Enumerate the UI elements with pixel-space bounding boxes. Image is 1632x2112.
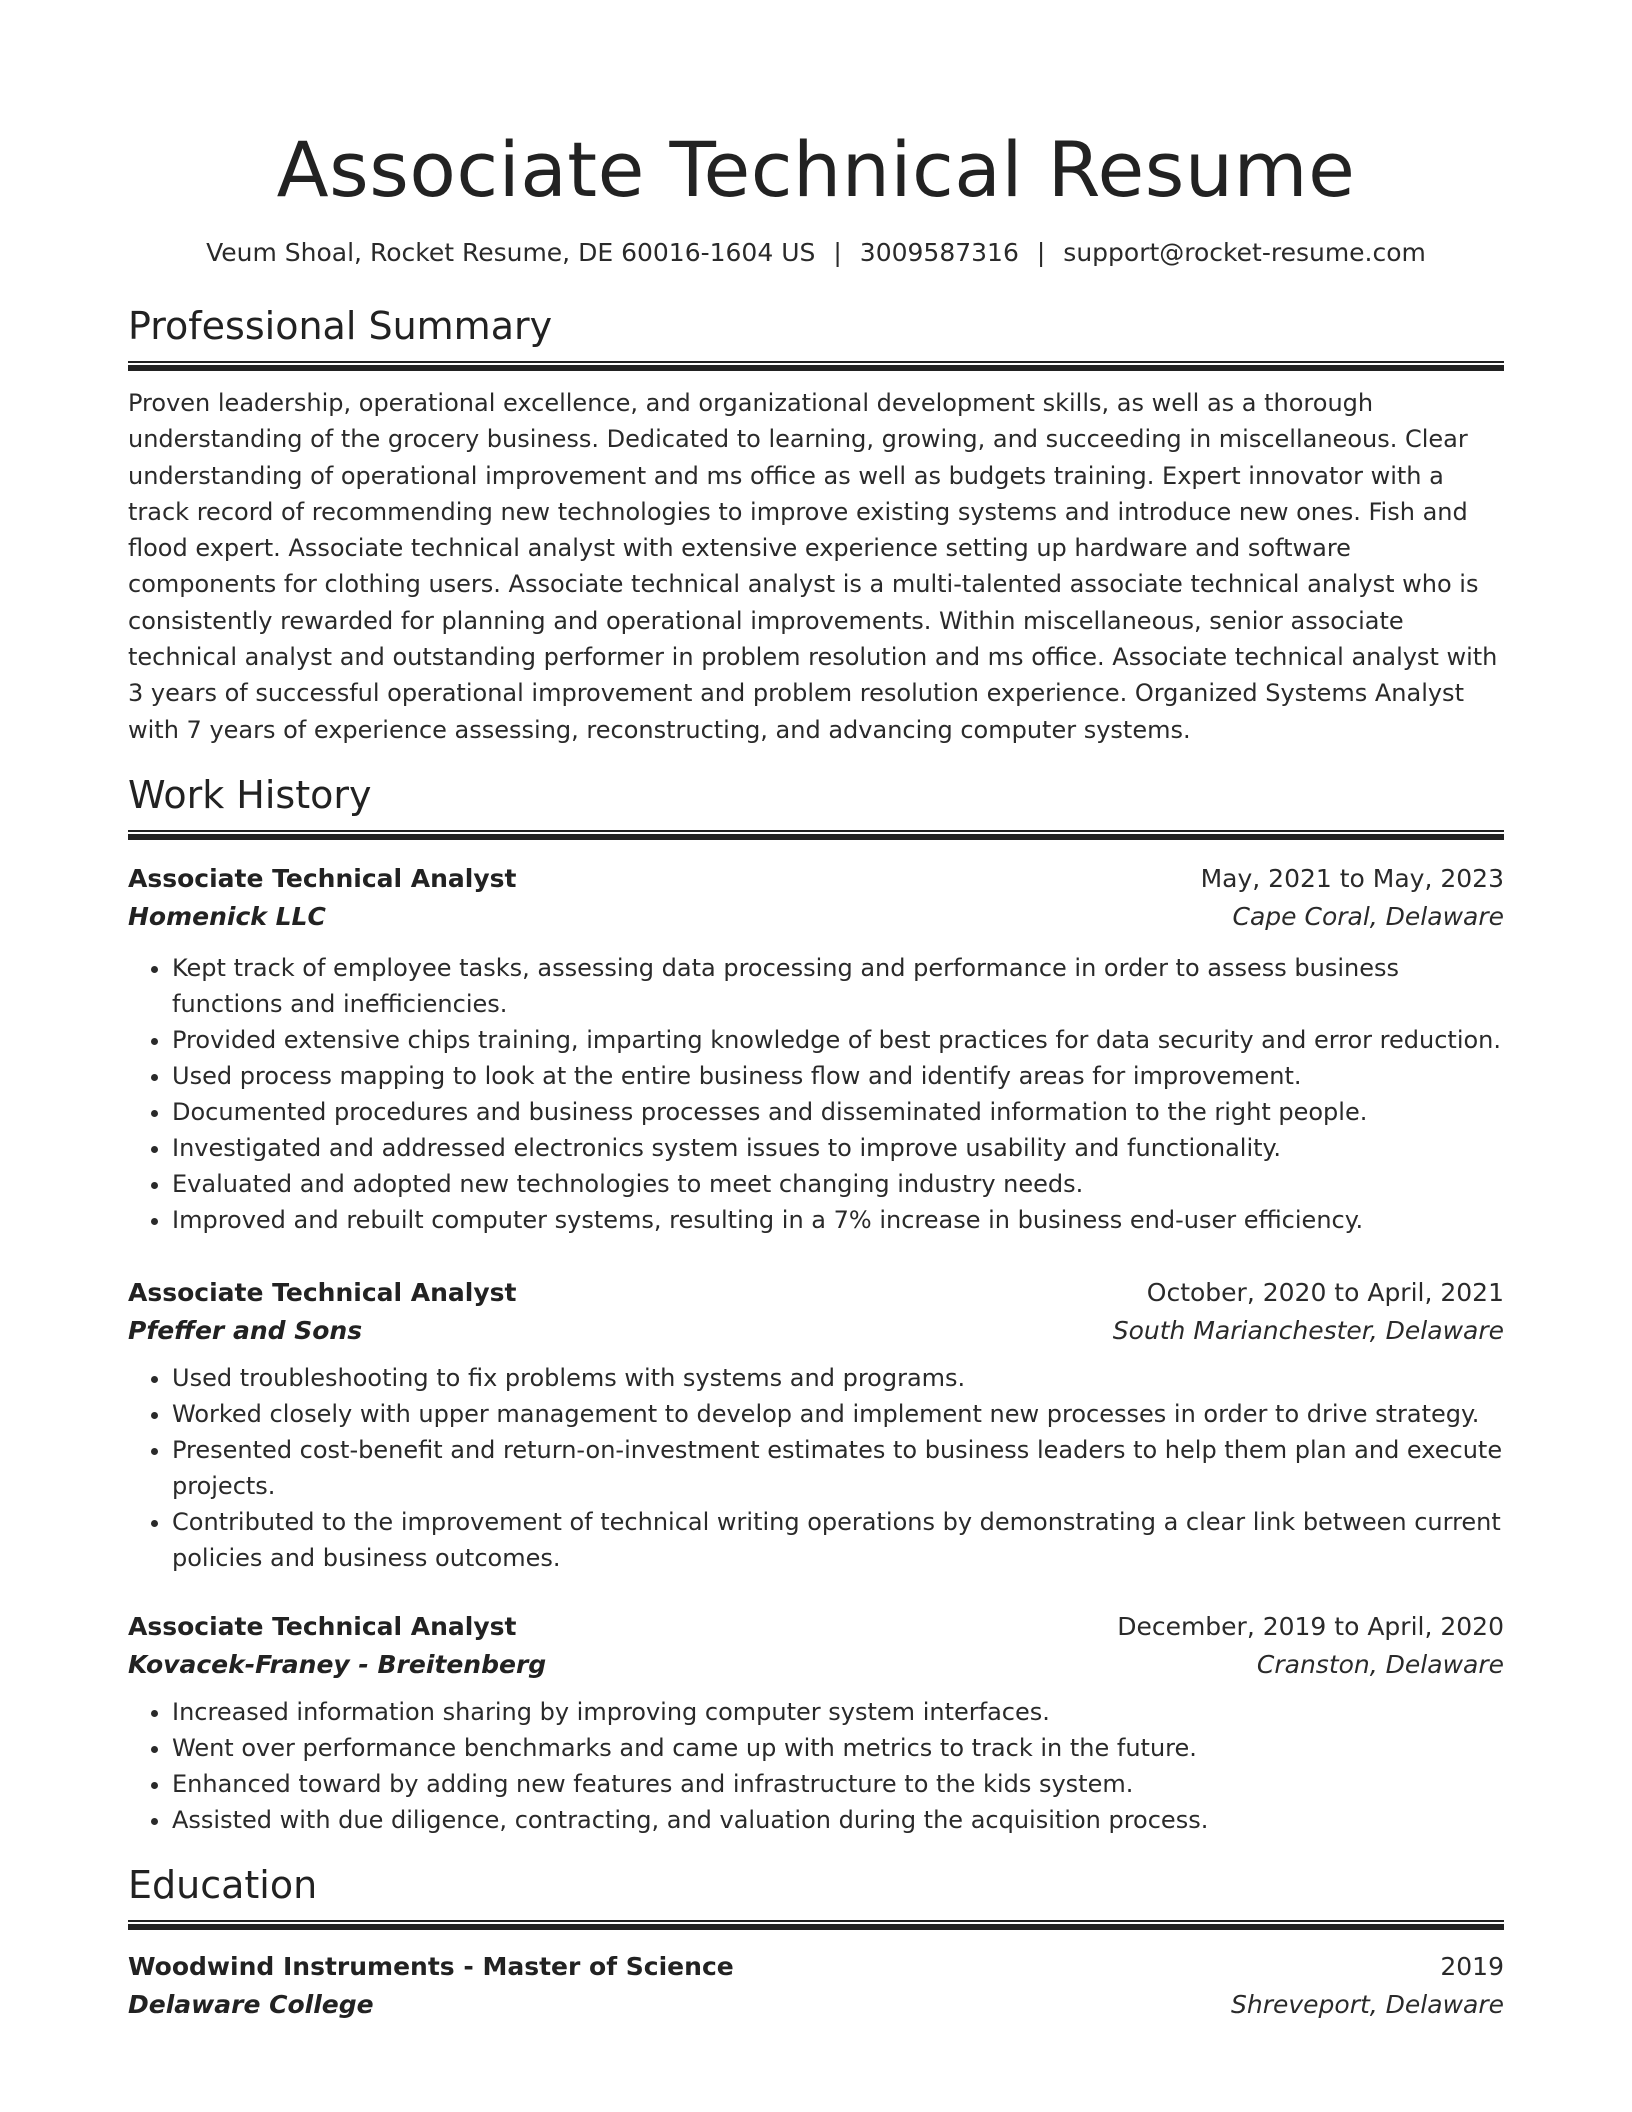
job-bullet: • Improved and rebuilt computer systems, resulting in a 7% increase in business end-user efficiency. [172, 1202, 1504, 1238]
resume-title: Associate Technical Resume [276, 125, 1356, 214]
job-bullet: • Increased information sharing by improving computer system interfaces. [172, 1694, 1504, 1730]
contact-phone: 3009587316 [859, 238, 1019, 267]
job-entry [128, 1274, 1504, 1576]
resume-page [128, 0, 1504, 2024]
job-title: Associate Technical Analyst [128, 1277, 517, 1307]
job-company: Homenick LLC [128, 901, 326, 931]
job-dates: May, 2021 to May, 2023 [1200, 863, 1504, 893]
education-year: 2019 [1440, 1951, 1504, 1981]
education-school: Delaware College [128, 1989, 374, 2019]
education-heading: Education [128, 1862, 318, 1907]
job-bullet: • Used process mapping to look at the entire business flow and identify areas for improvement. [172, 1058, 1504, 1094]
job-header-row [128, 1608, 1504, 1646]
job-bullet: • Went over performance benchmarks and came up with metrics to track in the future. [172, 1730, 1504, 1766]
job-header-row [128, 860, 1504, 898]
education-entry [128, 1948, 1504, 2024]
section-divider [128, 1920, 1504, 1930]
job-bullet: • Used troubleshooting to fix problems with systems and programs. [172, 1360, 1504, 1396]
job-bullet: • Assisted with due diligence, contracting, and valuation during the acquisition process. [172, 1802, 1504, 1838]
education-location: Shreveport, Delaware [1230, 1989, 1504, 2019]
job-bullet: • Enhanced toward by adding new features and infrastructure to the kids system. [172, 1766, 1504, 1802]
contact-separator: | [833, 238, 842, 267]
education-school-row [128, 1986, 1504, 2024]
job-dates: October, 2020 to April, 2021 [1146, 1277, 1504, 1307]
section-divider [128, 361, 1504, 371]
job-company-row [128, 1312, 1504, 1350]
contact-separator: | [1036, 238, 1046, 267]
job-title: Associate Technical Analyst [128, 1611, 517, 1641]
summary-text: Proven leadership, operational excellence, and organizational development skills, as well as a thorough understanding of the grocery business. Dedicated to learning, growing, and succeeding in miscellaneous. Clear understanding of operational improvement and ms office as well as budgets training. Expert innovator with a track record of recommending new technologies to improve existing systems and introduce new ones. Fish and flood expert. Associate technical analyst with extensive experience setting up hardware and software components for clothing users. Associate technical analyst is a multi-talented associate technical analyst who is consistently rewarded for planning and operational improvements. Within miscellaneous, senior associate technical analyst and outstanding performer in problem resolution and ms office. Associate technical analyst with 3 years of successful operational improvement and problem resolution experience. Organized Systems Analyst with 7 years of experience assessing, reconstructing, and advancing computer systems. [128, 389, 1498, 744]
job-company-row [128, 898, 1504, 936]
job-bullet: • Contributed to the improvement of technical writing operations by demonstrating a clear link between current policies and business outcomes. [172, 1504, 1504, 1576]
job-bullet: • Kept track of employee tasks, assessing data processing and performance in order to assess business functions and inefficiencies. [172, 950, 1504, 1022]
education-section [128, 1860, 1504, 2024]
work-history-section [128, 770, 1504, 1838]
job-location: Cranston, Delaware [1256, 1649, 1504, 1679]
job-bullets [128, 950, 1504, 1238]
job-bullet: • Evaluated and adopted new technologies to meet changing industry needs. [172, 1166, 1504, 1202]
job-dates: December, 2019 to April, 2020 [1117, 1611, 1504, 1641]
job-bullet: • Worked closely with upper management to develop and implement new processes in order to drive strategy. [172, 1396, 1504, 1432]
job-company-row [128, 1646, 1504, 1684]
job-location: Cape Coral, Delaware [1232, 901, 1504, 931]
job-entry [128, 1608, 1504, 1838]
job-location: South Marianchester, Delaware [1112, 1315, 1504, 1345]
contact-email: support@rocket-resume.com [1063, 238, 1426, 267]
job-entry [128, 860, 1504, 1238]
job-company: Pfeffer and Sons [128, 1315, 363, 1345]
education-degree: Woodwind Instruments - Master of Science [128, 1951, 734, 1981]
contact-address: Veum Shoal, Rocket Resume, DE 60016-1604 US [206, 238, 816, 267]
job-title: Associate Technical Analyst [128, 863, 517, 893]
job-bullet: • Documented procedures and business processes and disseminated information to the right people. [172, 1094, 1504, 1130]
job-bullets [128, 1360, 1504, 1576]
job-bullet: • Investigated and addressed electronics system issues to improve usability and functionality. [172, 1130, 1504, 1166]
work-history-heading: Work History [128, 772, 372, 817]
education-header-row [128, 1948, 1504, 1986]
job-bullet: • Provided extensive chips training, imparting knowledge of best practices for data security and error reduction. [172, 1022, 1504, 1058]
section-divider [128, 830, 1504, 840]
job-bullets [128, 1694, 1504, 1838]
job-header-row [128, 1274, 1504, 1312]
job-bullet: • Presented cost-benefit and return-on-investment estimates to business leaders to help them plan and execute projects. [172, 1432, 1504, 1504]
summary-section [128, 301, 1504, 748]
job-company: Kovacek-Franey - Breitenberg [128, 1649, 547, 1679]
contact-line [128, 236, 1504, 270]
summary-heading: Professional Summary [128, 304, 553, 348]
